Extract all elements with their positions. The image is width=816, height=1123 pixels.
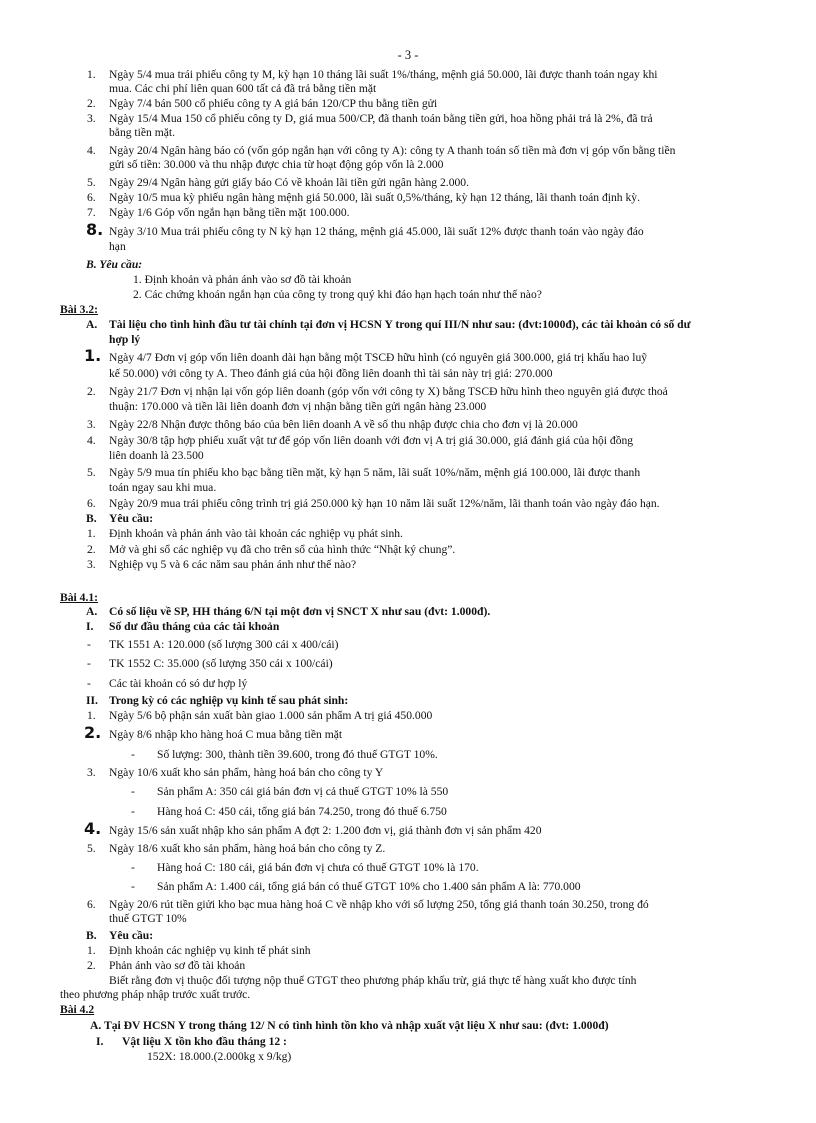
sub-item: Sản phẩm A: 350 cái giá bán đơn vị cả thuế GTGT 10% là 550 [157, 785, 449, 798]
list-number: 2. [87, 385, 96, 398]
requirement-item: Mở và ghi sổ các nghiệp vụ đã cho trên sổ của hình thức “Nhật ký chung”. [109, 543, 456, 556]
balance-item: TK 1552 C: 35.000 (số lượng 350 cái x 100/cái) [109, 657, 333, 670]
requirement-item: Định khoản các nghiệp vụ kinh tế phát sinh [109, 944, 311, 957]
list-item-text: Ngày 30/8 tập hợp phiếu xuất vật tư để góp vốn liên doanh với đơn vị A trị giá 30.000, giá đánh giá của hội đồng [109, 434, 634, 447]
list-number: 4. [84, 819, 102, 838]
list-item-text: Ngày 4/7 Đơn vị góp vốn liên doanh dài hạn bằng một TSCĐ hữu hình (có nguyên giá 300.000, giá trị khấu hao luỹ [109, 351, 648, 364]
requirements-heading: Yêu cầu: [109, 929, 154, 942]
list-item-text: hạn [109, 240, 126, 253]
list-item-text: Ngày 21/7 Đơn vị nhận lại vốn góp liên doanh (góp vốn với công ty X) bằng TSCĐ hữu hình theo nguyên giá được thoả [109, 385, 668, 398]
exercise-title: Bài 4.1: [60, 591, 99, 604]
section-heading: Có số liệu về SP, HH tháng 6/N tại một đơn vị SNCT X như sau (đvt: 1.000đ). [109, 605, 491, 618]
section-label: A. [86, 318, 98, 331]
dash-bullet: - [131, 861, 135, 874]
list-item-text: Ngày 20/4 Ngân hàng báo có (vốn góp ngắn hạn với công ty A): công ty A thanh toán số tiền mà đơn vị góp vốn bằng tiền [109, 144, 676, 157]
dash-bullet: - [87, 638, 91, 651]
exercise-title: Bài 3.2: [60, 303, 99, 316]
list-number: 8. [86, 220, 104, 239]
list-item-text: gửi số tiền: 30.000 và thu nhập được chia từ hoạt động góp vốn là 2.000 [109, 158, 444, 171]
list-number: 3. [87, 112, 96, 125]
section-heading: Số dư đầu tháng của các tài khoản [109, 620, 280, 633]
list-item-text: Ngày 20/9 mua trái phiếu công trình trị giá 250.000 kỳ hạn 10 năm lãi suất 12%/năm, lãi thanh toán vào ngày đáo hạn. [109, 497, 660, 510]
list-number: 2. [87, 959, 96, 972]
balance-item: TK 1551 A: 120.000 (số lượng 300 cái x 400/cái) [109, 638, 339, 651]
requirement-item: 1. Định khoản và phản ánh vào sơ đồ tài khoản [133, 273, 352, 286]
list-item-text: Ngày 20/6 rút tiền giửi kho bạc mua hàng hoá C về nhập kho với số lượng 250, tổng giá thanh toán 30.250, trong đó [109, 898, 649, 911]
list-item-text: thuế GTGT 10% [109, 912, 187, 925]
list-number: 6. [87, 898, 96, 911]
sub-item: Hàng hoá C: 450 cái, tổng giá bán 74.250, trong đó thuế 6.750 [157, 805, 447, 818]
list-number: 5. [87, 176, 96, 189]
list-number: 3. [87, 418, 96, 431]
list-item-text: toán ngay sau khi mua. [109, 481, 217, 494]
list-number: 2. [87, 543, 96, 556]
list-item-text: Ngày 10/5 mua kỳ phiếu ngân hàng mệnh giá 50.000, lãi suất 0,5%/tháng, kỳ hạn 12 tháng, lãi thanh toán định kỳ. [109, 191, 640, 204]
sub-item: Số lượng: 300, thành tiền 39.600, trong đó thuế GTGT 10%. [157, 748, 438, 761]
section-heading: Vật liệu X tồn kho đầu tháng 12 : [122, 1035, 287, 1048]
section-label: B. [86, 929, 97, 942]
list-number: 1. [84, 346, 102, 365]
requirement-item: Nghiệp vụ 5 và 6 các năm sau phản ánh như thế nào? [109, 558, 357, 571]
list-item-text: thuận: 170.000 và tiền lãi liên doanh đơn vị nhận bằng tiền gửi ngân hàng 23.000 [109, 400, 487, 413]
list-item-text: Ngày 15/6 sản xuất nhập kho sản phẩm A đợt 2: 1.200 đơn vị, giá thành đơn vị sản phẩm 420 [109, 824, 542, 837]
list-item-text: Ngày 8/6 nhập kho hàng hoá C mua bằng tiền mặt [109, 728, 343, 741]
list-item-text: mua. Các chi phí liên quan 600 tất cả đã trả bằng tiền mặt [109, 82, 377, 95]
list-number: 1. [87, 944, 96, 957]
section-label: A. [86, 605, 98, 618]
section-heading: Tài liệu cho tình hình đầu tư tài chính tại đơn vị HCSN Y trong quí III/N như sau: (đvt:1000đ), các tài khoản có số dư [109, 318, 691, 331]
list-item-text: Ngày 22/8 Nhận được thông báo của bên liên doanh A về số thu nhập được chia cho đơn vị là 20.000 [109, 418, 578, 431]
list-item-text: Ngày 15/4 Mua 150 cổ phiếu công ty D, giá mua 500/CP, đã thanh toán bằng tiền gửi, hoa hồng phải trả là 2%, đã trả [109, 112, 653, 125]
list-item-text: Ngày 3/10 Mua trái phiếu công ty N kỳ hạn 12 tháng, mệnh giá 45.000, lãi suất 12% được thanh toán vào ngày đáo [109, 225, 644, 238]
page-number: - 3 - [397, 48, 419, 62]
list-item-text: Ngày 1/6 Góp vốn ngắn hạn bằng tiền mặt 100.000. [109, 206, 350, 219]
sub-item: Sản phẩm A: 1.400 cái, tổng giá bán có thuế GTGT 10% cho 1.400 sản phẩm A là: 770.000 [157, 880, 581, 893]
list-item-text: Ngày 18/6 xuất kho sản phẩm, hàng hoá bán cho công ty Z. [109, 842, 386, 855]
sub-item: Hàng hoá C: 180 cái, giá bán đơn vị chưa có thuế GTGT 10% là 170. [157, 861, 479, 874]
section-label: I. [96, 1035, 104, 1048]
dash-bullet: - [131, 748, 135, 761]
note-text: theo phương pháp nhập trước xuất trước. [60, 988, 251, 1001]
dash-bullet: - [131, 805, 135, 818]
requirements-heading: Yêu cầu: [109, 512, 154, 525]
list-item-text: Ngày 5/6 bộ phận sản xuất bàn giao 1.000 sản phẩm A trị giá 450.000 [109, 709, 433, 722]
list-number: 6. [87, 191, 96, 204]
section-label: B. [86, 512, 97, 525]
list-number: 5. [87, 466, 96, 479]
balance-item: Các tài khoản có só dư hợp lý [109, 677, 248, 690]
list-number: 2. [87, 97, 96, 110]
requirement-item: Phản ánh vào sơ đồ tài khoản [109, 959, 246, 972]
inventory-value: 152X: 18.000.(2.000kg x 9/kg) [147, 1050, 292, 1063]
list-item-text: bằng tiền mặt. [109, 126, 176, 139]
list-item-text: Ngày 5/4 mua trái phiếu công ty M, kỳ hạn 10 tháng lãi suất 1%/tháng, mệnh giá 50.000, lãi được thanh toán ngay khi [109, 68, 658, 81]
list-number: 7. [87, 206, 96, 219]
section-label: I. [86, 620, 94, 633]
list-number: 2. [84, 723, 102, 742]
section-heading: A. Tại ĐV HCSN Y trong tháng 12/ N có tình hình tồn kho và nhập xuất vật liệu X như sau: (đvt: 1.000đ) [90, 1019, 609, 1032]
dash-bullet: - [131, 880, 135, 893]
section-label: II. [86, 694, 98, 707]
list-number: 6. [87, 497, 96, 510]
dash-bullet: - [87, 677, 91, 690]
dash-bullet: - [131, 785, 135, 798]
list-number: 4. [87, 434, 96, 447]
list-number: 1. [87, 527, 96, 540]
section-heading: Trong kỳ có các nghiệp vụ kinh tế sau phát sinh: [109, 694, 349, 707]
dash-bullet: - [87, 657, 91, 670]
exercise-title: Bài 4.2 [60, 1003, 95, 1016]
list-number: 3. [87, 558, 96, 571]
list-number: 1. [87, 68, 96, 81]
note-text: Biết rằng đơn vị thuộc đối tượng nộp thuế GTGT theo phương pháp khấu trừ, giá thực tế hàng xuất kho được tính [109, 974, 637, 987]
list-item-text: Ngày 29/4 Ngân hàng gửi giấy báo Có về khoản lãi tiền gửi ngân hàng 2.000. [109, 176, 469, 189]
list-item-text: Ngày 10/6 xuất kho sản phẩm, hàng hoá bán cho công ty Y [109, 766, 384, 779]
section-heading: hợp lý [109, 333, 141, 346]
list-item-text: kế 50.000) với công ty A. Theo đánh giá của hội đồng liên doanh thì tài sản này trị giá: 270.000 [109, 367, 553, 380]
list-item-text: liên doanh là 23.500 [109, 449, 204, 462]
list-number: 4. [87, 144, 96, 157]
requirements-heading: B. Yêu cầu: [86, 258, 143, 271]
requirement-item: 2. Các chứng khoán ngắn hạn của công ty trong quý khi đáo hạn hạch toán như thế nào? [133, 288, 542, 301]
list-number: 1. [87, 709, 96, 722]
requirement-item: Định khoản và phản ánh vào tài khoản các nghiệp vụ phát sinh. [109, 527, 403, 540]
list-item-text: Ngày 5/9 mua tín phiếu kho bạc bằng tiền mặt, kỳ hạn 5 năm, lãi suất 10%/năm, mệnh giá 100.000, lãi được thanh [109, 466, 641, 479]
list-number: 3. [87, 766, 96, 779]
list-item-text: Ngày 7/4 bán 500 cổ phiếu công ty A giá bán 120/CP thu bằng tiền gửi [109, 97, 438, 110]
list-number: 5. [87, 842, 96, 855]
